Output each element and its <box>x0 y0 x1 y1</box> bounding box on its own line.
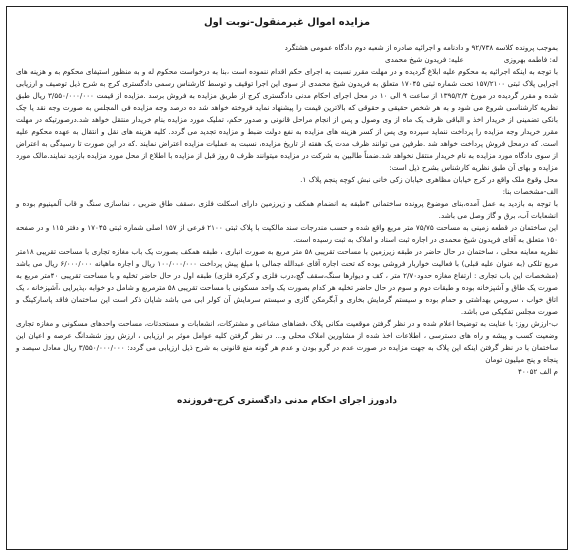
plaintiff-name: له: فاطمه بهروزی <box>503 55 558 64</box>
auction-terms-paragraph: با توجه به اینکه اجرائیه به محکوم علیه ابلاغ گردیده و در مهلت مقرر نسبت به اجرای حکم اقدام ننموده است ،بنا به درخواست محکوم له و به منظور استیفای محکوم به و هزینه های اجرایی پلاک ثبتی ۱۵۷/۲۱۰۰ تحت شماره ثبتی ۱۷۰۴۵ متعلق به فریدون شیخ محمدی از سوی این اجرا توقیف و توسط کارشناس رسمی دادگستری کرج به شرح ذیل توصیف و ارزیابی شده و مقرر گردیده در مورخ ۱۳۹۵/۲/۴ از ساعت ۹ الی ۱۰ در محل اجرای احکام مدنی دادگستری کرج از طریق مزایده به فروش برسد .مزایده از قیمت ۳/۵۵۰/۰۰۰/۰۰۰ ریال طبق نظریه کارشناسی شروع می شود و به هر شخص حقیقی و حقوقی که بالاترین قیمت را پیشنهاد نماید فروخته خواهد شد ده درصد وجه مزایده فی المجلس به صورت وجه نقد یا چک بانکی تضمینی از خریدار اخذ و الباقی ظرف یک ماه از وی وصول و پس از انجام مراحل قانونی و صدور حکم، تملیک مورد مزایده بنام خریدار منتقل خواهد شد.درصورتیکه در مهلت مقرر خریدار وجه مزایده را پرداخت ننماید سپرده وی پس از کسر هزینه های مزایده به نفع دولت ضبط و مزایده تجدید می گردد. کلیه هزینه های نقل و انتقال به عهده محکوم علیه است. که درمحل فروش پرداخت خواهد شد .طرفین می توانند ظرف مدت یک هفته از تاریخ مزایده، نسبت به عملیات مزایده اعتراض نمایند .که در این صورت تا رسیدگی به اعتراض از سوی دادگاه مورد مزایده به نام خریدار منتقل نخواهد شد.ضمناً طالبین به شرکت در مزایده میتوانند ظرف ۵ روز قبل از مزایده با اطلاع از محل مورد مزایده بازدید نمایند.مالک مورد مزایده و بهای آن طبق نظریه کارشناس بشرح ذیل است: <box>16 67 558 172</box>
defendant-name: علیه: فریدون شیخ محمدی <box>384 55 464 64</box>
land-registry-paragraph: این ساختمان در قطعه زمینی به مساحت ۷۵/۷۵ متر مربع واقع شده و حسب مندرجات سند مالکیت با پلاک ثبتی ۲۱۰۰ فرعی از ۱۵۷ اصلی شماره ثبتی ۱۷۰۴۵ و دفتر ۱۱۵ و در صفحه ۱۵۰ متعلق به آقای فریدون شیخ محمدی در اجاره ثبت اسناد و املاک به ثبت رسیده است. <box>16 223 558 244</box>
property-location: محل وقوع ملک واقع در کرج خیابان مظاهری خیابان زکی خانی نبش کوچه پنجم پلاک ۱. <box>300 175 558 184</box>
building-description-paragraph: با توجه به بازدید به عمل آمده،بنای موضوع پرونده ساختمانی ۳طبقه به انضمام همکف و زیرزمین دارای اسکلت فلزی ،سقف طاق ضربی ، نماسازی سنگ و قاب آلمینیوم بوده و انشعابات آب، برق و گاز وصل می باشد. <box>16 199 558 220</box>
notice-code: م الف ۴۰۰۵۲ <box>518 367 558 376</box>
parties-line <box>16 54 558 66</box>
auction-notice <box>6 6 568 550</box>
case-reference-line: بموجب پرونده کلاسه ۹۲/۷۳۸ و دادنامه و اجرائیه صادره از شعبه دوم دادگاه عمومی هشتگرد <box>284 43 558 52</box>
valuation-paragraph: ب-ارزش روز: با عنایت به توضیحا اعلام شده و در نظر گرفتن موقعیت مکانی پلاک ،فضاهای مشاعی و مشترکات، انشعابات و مستحدثات، مساحت واحدهای مسکونی و مغازه تجاری وضعیت کسب و پیشه و راه های دسترسی ، اطلاعات اخذ شده از مشاورین املاک محلی و... در نظر گرفتن کلیه عوامل موثر بر ارزیابی ، ارزش روز ششدانگ عرصه و اعیان این ساختمان با در نظر گرفتن اینکه این پلاک به جهت مزایده در صورت عدم در گرو بودن و عدم هر گونه منع قانونی به شرح ذیل ارزیابی می گردد: ۳/۵۵۰/۰۰۰/۰۰۰ ریال معادل سیصد و پنجاه و پنج میلیون تومان <box>16 319 559 364</box>
building-specs-heading: الف-مشخصات بنا: <box>502 187 558 196</box>
court-signature: دادورز اجرای احکام مدنی دادگستری کرج-فروزنده <box>177 396 397 406</box>
site-inspection-paragraph: نظریه معاینه محلی ، ساختمان در حال حاضر در طبقه زیرزمین با مساحت تقریبی ۵۸ متر مربع به صورت انباری ، طبقه همکف بصورت یک باب مغازه تجاری با مساحت تقریبی ۱۸متر مربع تلکی (به عنوان علیه قبلی) با فعالیت خواربار فروشی بوده که تحت اجاره آقای عبدالله جمالی با مبلغ پیش پرداخت ۱۰۰/۰۰۰/۰۰۰ ریال و اجاره ماهیانه ۶/۰۰۰/۰۰۰ ریال می باشد (مشخصات این باب تجاری : ارتفاع مغازه حدود۲/۷۰ متر ، کف و دیوارها سنگ،سقف گچ،درب فلزی و کرکره فلزی) طبقه اول در حال حاضر تخلیه و با مساحت تقریبی ۴۰متر مربع به صورت یک طاق و آشپزخانه بوده و طبقات دوم و سوم در حال حاضر تخلیه هر کدام بصورت یک واحد مسکونی با مساحت تقریبی ۵۸ مترمربع و شامل دو خوابه ،پذیرایی ،آشپزخانه ، یک اتاق خواب ، سرویس بهداشتی و حمام بوده و سیستم گرمایش بخاری و آبگرمکن گازی و سیستم سرمایش آن کولر ابی می باشد شایان ذکر است این ساختمان فاقد پاسارکینگ و صورت مجلس تفکیکی می باشد. <box>16 247 558 316</box>
notice-title: مزایده اموال غیرمنقول-نوبت اول <box>203 17 371 28</box>
